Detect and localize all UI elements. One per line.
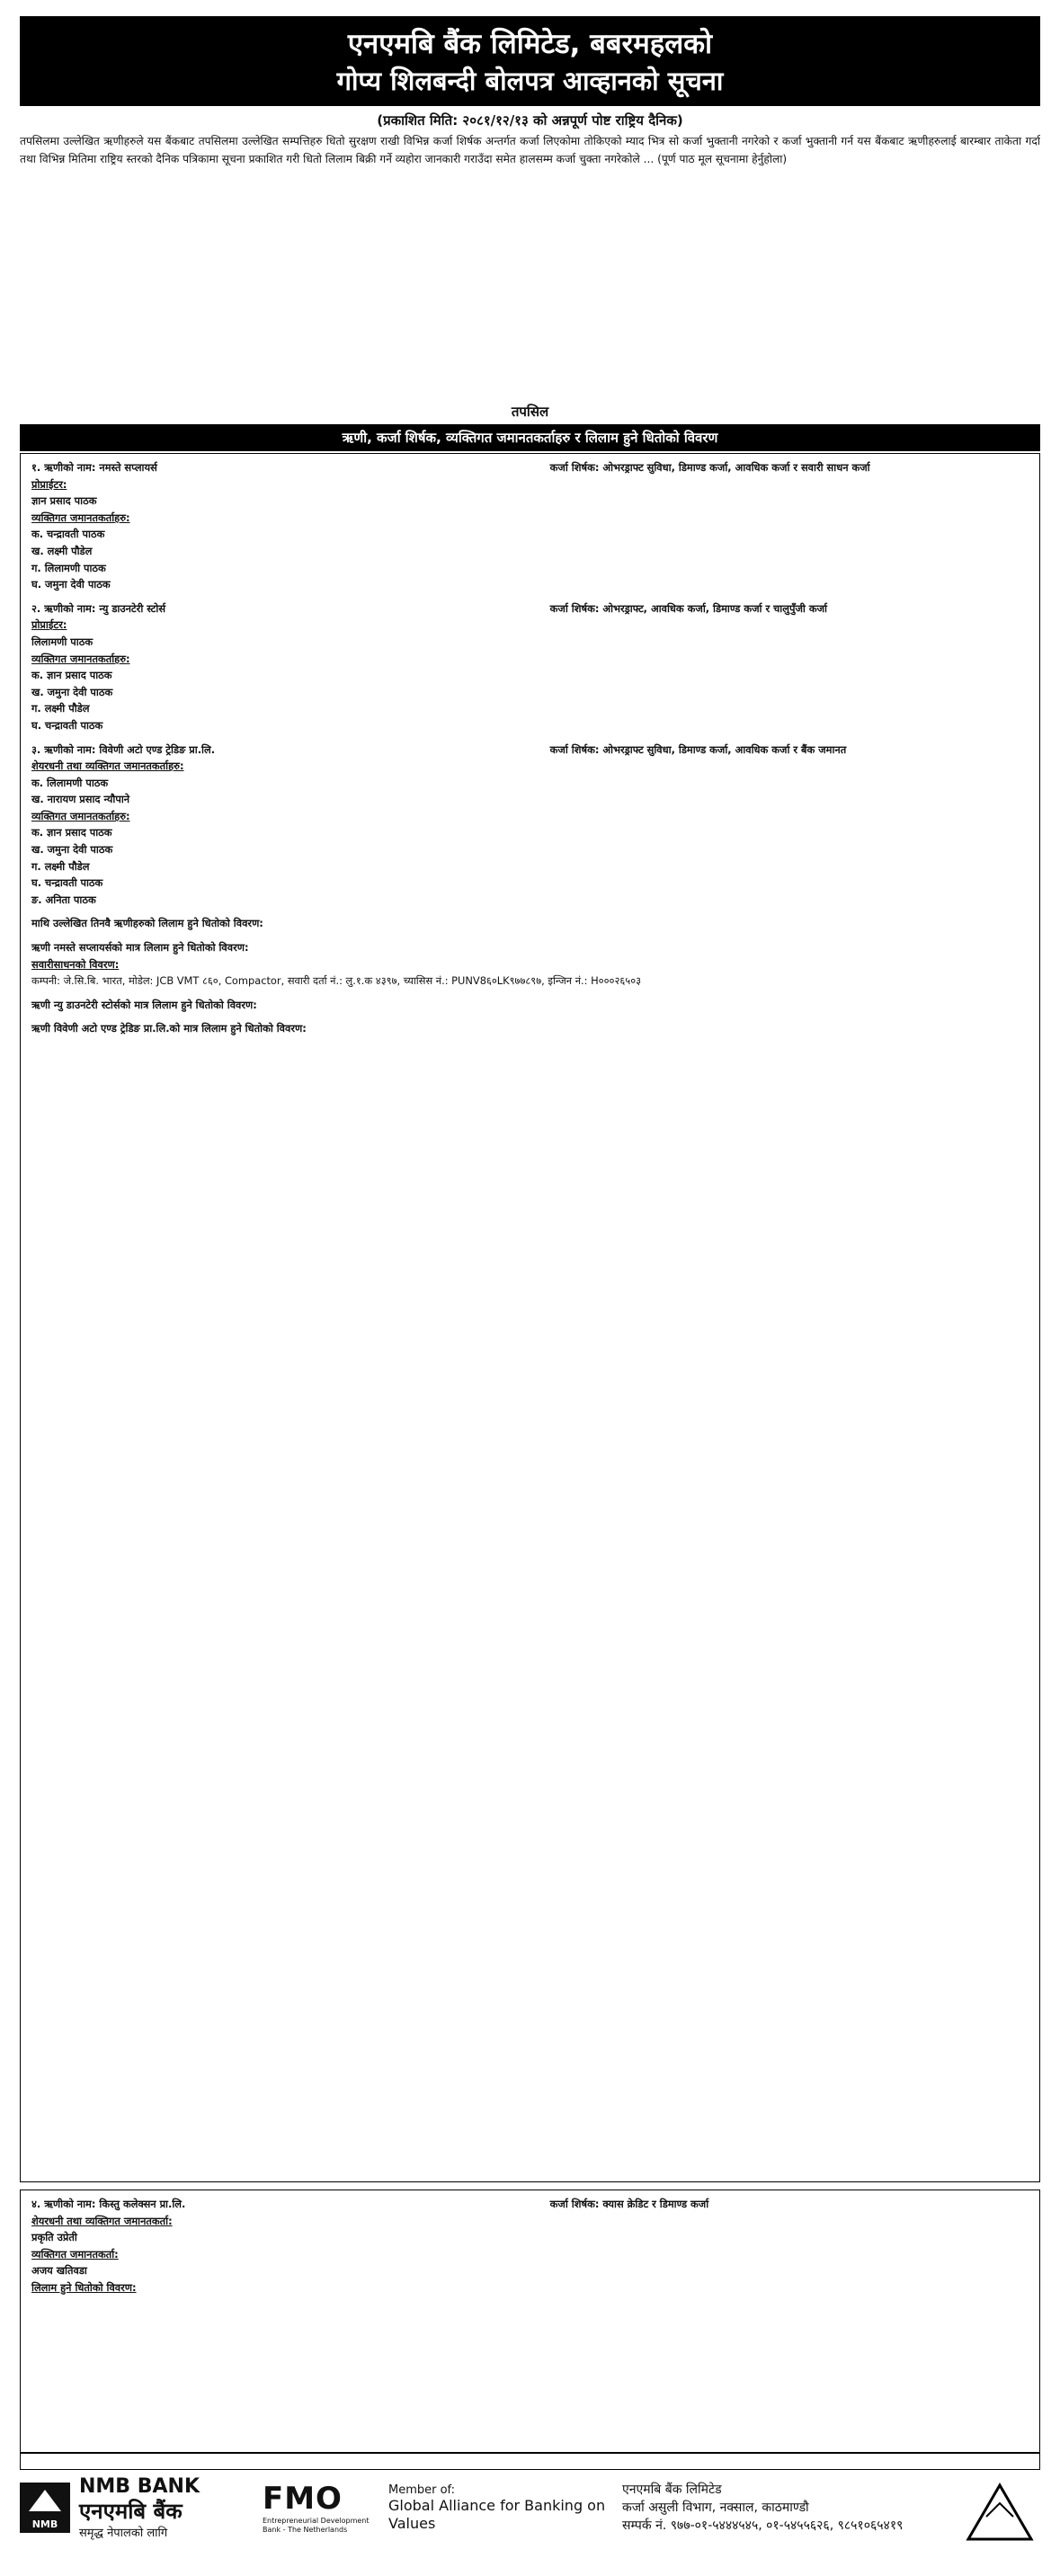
vehicle-detail: कम्पनी: जे.सि.बि. भारत, मोडेल: JCB VMT ८६०, Compactor, सवारी दर्ता नं.: लु.१.क ४३९७, च्यासिस नं.: PUNV8६०LK९७७८९७, इन्जिन नं.: H०००२६५०३ xyxy=(31,974,642,988)
borrower-3-shareholder-label: शेयरधनी तथा व्यक्तिगत जमानतकर्ताहरु: xyxy=(31,759,184,773)
auction-notice-page xyxy=(0,16,1060,2576)
header-notice-title: गोप्य शिलबन्दी बोलपत्र आव्हानको सूचना xyxy=(336,66,724,96)
borrower-1-proprietor-label: प्रोप्राईटर: xyxy=(31,477,67,491)
borrower-4-loan-type: कर्जा शिर्षक: क्यास क्रेडिट र डिमाण्ड कर्जा xyxy=(549,2198,709,2210)
borrower-1-name-0: ज्ञान प्रसाद पाठक xyxy=(31,494,97,508)
tapasil-label: तपसिल xyxy=(511,404,549,420)
borrower-2-row xyxy=(31,600,1029,617)
borrower-4-box xyxy=(20,2190,1040,2470)
address-line-2: कर्जा असुली विभाग, नक्साल, काठमाण्डौ xyxy=(622,2500,809,2515)
borrower-3-name-0: क. लिलामणी पाठक xyxy=(31,776,109,789)
borrower-4-shareholder-label: शेयरधनी तथा व्यक्तिगत जमानतकर्ता: xyxy=(31,2214,173,2227)
gabv-logo xyxy=(388,2483,622,2533)
borrower-1-loan-type: कर्जा शिर्षक: ओभरड्राफ्ट सुविधा, डिमाण्ड कर्जा, आवधिक कर्जा र सवारी साधन कर्जा xyxy=(549,461,870,474)
bank-name-np: एनएमबि बैंक xyxy=(79,2499,183,2524)
borrower-1-heading: १. ऋणीको नाम: नमस्ते सप्लायर्स xyxy=(31,461,157,474)
vehicle-sub-heading: सवारीसाधनको विवरण: xyxy=(31,957,120,971)
borrower-2-name-0: लिलामणी पाठक xyxy=(31,635,94,648)
borrower-2-guarantor-label: व्यक्तिगत जमानतकर्ताहरु: xyxy=(31,652,130,665)
nmb-logo-text: NMB xyxy=(31,2518,58,2530)
vehicle-heading: ऋणी नमस्ते सप्लायर्सको मात्र लिलाम हुने धितोको विवरण: xyxy=(31,941,249,955)
borrower-3-name-2: क. ज्ञान प्रसाद पाठक xyxy=(31,826,112,839)
publication-date: (प्रकाशित मिति: २०८१/१२/१३ को अन्नपूर्ण पोष्ट राष्ट्रिय दैनिक) xyxy=(377,112,683,129)
borrower-3-name-6: ङ. अनिता पाठक xyxy=(31,893,96,906)
borrower-3-name-4: ग. लक्ष्मी पौडेल xyxy=(31,859,90,873)
footer xyxy=(20,2452,1040,2562)
mountain-icon xyxy=(959,2467,1040,2548)
gabv-text: Global Alliance for Banking on Values xyxy=(388,2496,606,2532)
borrower-3-name-3: ख. जमुना देवी पाठक xyxy=(31,843,113,857)
address-line-3: सम्पर्क नं. ९७७-०१-५४४४५४५, ०१-५४५५६२६, ९८५१०६५४१९ xyxy=(622,2518,904,2533)
borrower-4-row xyxy=(31,2196,1029,2213)
bank-tagline: समृद्ध नेपालको लागि xyxy=(79,2527,168,2540)
borrower-3-loan-type: कर्जा शिर्षक: ओभरड्राफ्ट सुविधा, डिमाण्ड कर्जा, आवधिक कर्जा र बैंक जमानत xyxy=(549,742,847,756)
borrower-2-name-4: घ. चन्द्रावती पाठक xyxy=(31,718,103,732)
borrower-4-collateral-label: लिलाम हुने धितोको विवरण: xyxy=(31,2280,137,2294)
store-collateral-heading: ऋणी न्यु डाउनटेरी स्टोर्सको मात्र लिलाम हुने धितोको विवरण: xyxy=(31,998,257,1011)
bank-name-en: NMB BANK xyxy=(79,2475,200,2498)
borrower-1-guarantor-label: व्यक्तिगत जमानतकर्ताहरु: xyxy=(31,511,130,524)
nmb-brand-text xyxy=(79,2475,200,2540)
fmo-subtext: Entrepreneurial Development Bank - The Netherlands xyxy=(263,2517,370,2534)
nmb-brand xyxy=(20,2475,263,2540)
borrower-2-proprietor-label: प्रोप्राईटर: xyxy=(31,618,67,632)
header-bank-name: एनएमबि बैंक लिमिटेड, बबरमहलको xyxy=(347,28,713,60)
borrower-3-row xyxy=(31,742,1029,759)
borrower-details-box xyxy=(20,453,1040,2182)
borrower-2-name-3: ग. लक्ष्मी पौडेल xyxy=(31,702,90,715)
borrower-4-proprietor: प्रकृति उप्रेती xyxy=(31,2231,77,2244)
intro-paragraph: तपसिलमा उल्लेखित ऋणीहरुले यस बैंकबाट तपसिलमा उल्लेखित सम्पत्तिहरु धितो सुरक्षण राखी विभिन्न कर्जा शिर्षक अन्तर्गत कर्जा लिएकोमा तोकिएको म्याद भित्र सो कर्जा भुक्तानी नगरेको र कर्जा भुक्तानी गर्न यस बैंकबाट ऋणीहरुलाई बारम्बार ताकेता गर्दा तथा विभिन्न मितिमा राष्ट्रिय स्तरको दैनिक पत्रिकामा सूचना प्रकाशित गरी धितो लिलाम बिक्री गर्ने व्यहोरा जानकारी गराउँदा समेत हालसम्म कर्जा चुक्ता नगरेकोले ... (पूर्ण पाठ मूल सूचनामा हेर्नुहोला) xyxy=(20,135,1040,165)
nmb-logo-icon xyxy=(20,2483,70,2533)
borrower-2-loan-type: कर्जा शिर्षक: ओभरड्राफ्ट, आवधिक कर्जा, डिमाण्ड कर्जा र चालुपुँजी कर्जा xyxy=(549,601,827,615)
fmo-logo xyxy=(263,2481,388,2535)
borrower-3-guarantor-label: व्यक्तिगत जमानतकर्ताहरु: xyxy=(31,809,130,822)
borrower-2-heading: २. ऋणीको नाम: न्यु डाउनटेरी स्टोर्स xyxy=(31,601,166,615)
member-of-label: Member of: xyxy=(388,2483,456,2497)
notice-header xyxy=(20,16,1040,106)
borrower-4-heading: ४. ऋणीको नाम: किस्तु कलेक्सन प्रा.लि. xyxy=(31,2198,186,2210)
collateral-heading: माथि उल्लेखित तिनवै ऋणीहरुको लिलाम हुने धितोको विवरण: xyxy=(31,917,263,930)
table-heading: ऋणी, कर्जा शिर्षक, व्यक्तिगत जमानतकर्ताहरु र लिलाम हुने धितोको विवरण xyxy=(20,424,1040,451)
borrower-4-guarantor-label: व्यक्तिगत जमानतकर्ता: xyxy=(31,2247,119,2261)
borrower-3-heading: ३. ऋणीको नाम: विवेणी अटो एण्ड ट्रेडिङ प्रा.लि. xyxy=(31,742,216,756)
borrower-4-guarantor: अजय खतिवडा xyxy=(31,2264,87,2278)
borrower-1-name-3: ग. लिलामणी पाठक xyxy=(31,561,106,574)
borrower-1-row xyxy=(31,459,1029,476)
borrower-2-name-2: ख. जमुना देवी पाठक xyxy=(31,685,113,698)
vivenee-collateral-heading: ऋणी विवेणी अटो एण्ड ट्रेडिङ प्रा.लि.को मात्र लिलाम हुने धितोको विवरण: xyxy=(31,1022,307,1035)
borrower-1-name-2: ख. लक्ष्मी पौडेल xyxy=(31,544,93,557)
borrower-1-name-1: क. चन्द्रावती पाठक xyxy=(31,528,105,541)
fmo-text: FMO xyxy=(263,2481,343,2517)
borrower-2-name-1: क. ज्ञान प्रसाद पाठक xyxy=(31,669,112,682)
borrower-3-name-5: घ. चन्द्रावती पाठक xyxy=(31,876,103,890)
borrower-3-name-1: ख. नारायण प्रसाद न्यौपाने xyxy=(31,793,130,806)
address-line-1: एनएमबि बैंक लिमिटेड xyxy=(622,2483,722,2497)
bank-address xyxy=(622,2481,959,2535)
borrower-1-name-4: घ. जमुना देवी पाठक xyxy=(31,578,111,591)
